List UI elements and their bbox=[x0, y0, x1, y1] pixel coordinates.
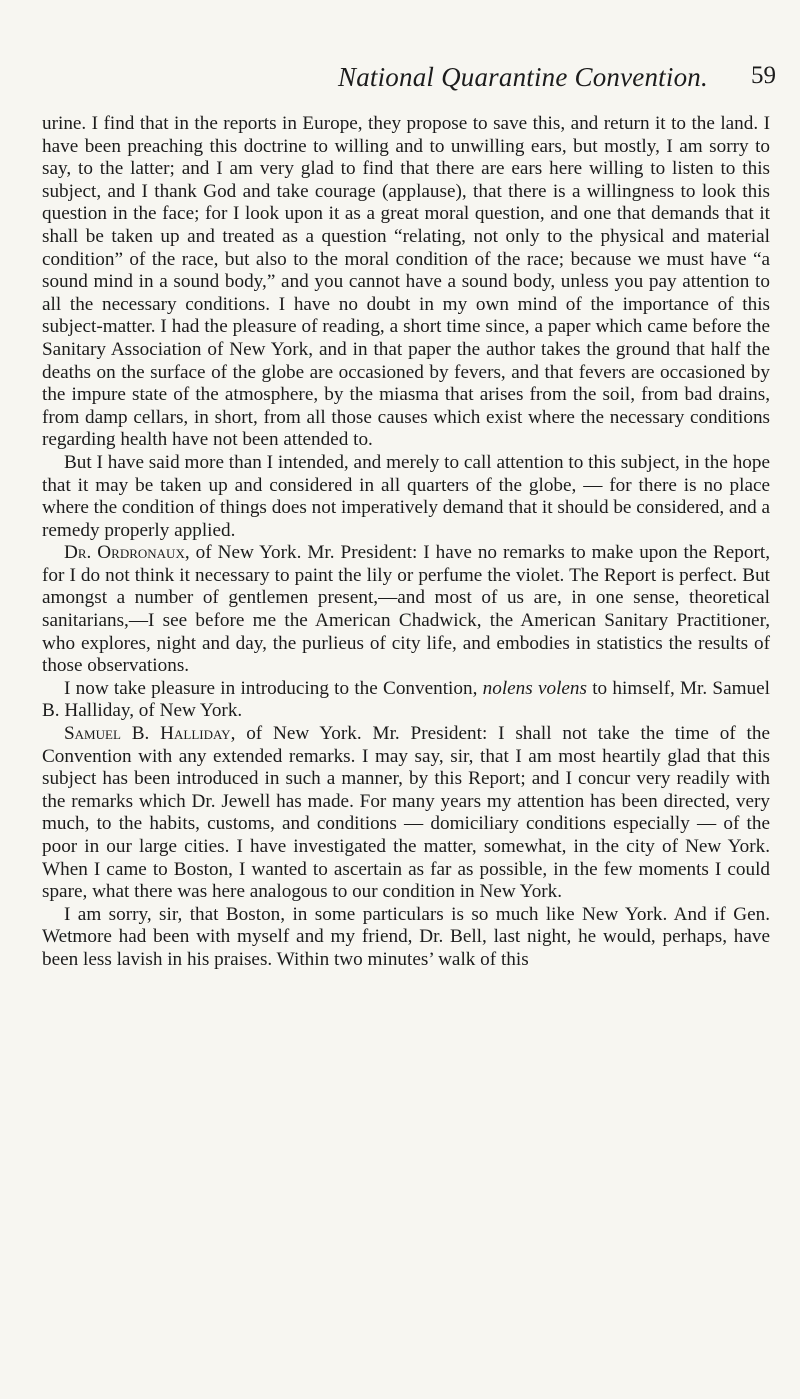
paragraph bbox=[42, 723, 770, 904]
paragraph-text: of New York. Mr. President: I have no remarks to make upon the Report, for I do not think it necessary to paint the lily or perfume the violet. The Report is perfect. But amongst a number of gentlemen present,—and most of us are, in one sense, theoretical sanitarians,—I see before me the American Chadwick, the American Sanitary Practitioner, who explores, night and day, the purlieus of city life, and embodies in statistics the results of those observations. bbox=[42, 542, 770, 677]
paragraph bbox=[42, 452, 770, 542]
latin-phrase: nolens volens bbox=[482, 677, 587, 699]
paragraph-text: to himself, Mr. Samuel B. Halliday, of New York. bbox=[42, 677, 770, 722]
paragraph-text: urine. I find that in the reports in Europe, they propose to save this, and return it to the land. I have been preaching this doctrine to willing and to unwilling ears, but mostly, I am sorry to say, to the latter; and I am very glad to find that there are ears here willing to listen to this subject, and I thank God and take courage (applause), that there is a willingness to look this question in the face; for I look upon it as a great moral question, and one that demands that it shall be taken up and treated as a question “relating, not only to the physical and material condition” of the race, but also to the moral condition of the race; because we must have “a sound mind in a sound body,” and you cannot have a sound body, unless you pay attention to all the necessary conditions. I have no doubt in my own mind of the importance of this subject-matter. I had the pleasure of reading, a short time since, a paper which came before the Sanitary Association of New York, and in that paper the author takes the ground that half the deaths on the surface of the globe are occasioned by fevers, and that fevers are occasioned by the impure state of the atmosphere, by the miasma that arises from the soil, from bad drains, from damp cellars, in short, from all those causes which exist where the necessary conditions regarding health have not been attended to. bbox=[42, 113, 770, 451]
running-title: National Quarantine Convention. bbox=[338, 62, 708, 92]
paragraph-text: I am sorry, sir, that Boston, in some particulars is so much like New York. And if Gen. Wetmore had been with myself and my friend, Dr. Bell, last night, he would, perhaps, have been less lavish in his praises. Within two minutes’ walk of this bbox=[42, 903, 770, 970]
paragraph bbox=[42, 904, 770, 972]
paragraph bbox=[42, 542, 770, 678]
page-header bbox=[0, 62, 800, 96]
paragraph-text: I now take pleasure in introducing to the Convention, bbox=[64, 677, 483, 699]
body-text bbox=[42, 113, 770, 972]
speaker-name: Dr. Ordronaux, bbox=[64, 542, 190, 564]
speaker-name: Samuel B. Halliday, bbox=[64, 723, 236, 745]
paragraph-text: of New York. Mr. President: I shall not take the time of the Convention with any extended remarks. I may say, sir, that I am most heartily glad that this subject has been introduced in such a manner, by this Report; and I concur very readily with the remarks which Dr. Jewell has made. For many years my attention has been directed, very much, to the habits, customs, and conditions — domiciliary conditions especially — of the poor in our large cities. I have investigated the matter, somewhat, in the city of New York. When I came to Boston, I wanted to ascertain as far as possible, in the few moments I could spare, what there was here analogous to our condition in New York. bbox=[42, 723, 770, 903]
paragraph bbox=[42, 113, 770, 452]
paragraph-text: But I have said more than I intended, and merely to call attention to this subject, in the hope that it may be taken up and considered in all quarters of the globe, — for there is no place where the condition of things does not imperatively demand that it should be considered, and a remedy properly applied. bbox=[42, 451, 770, 541]
paragraph bbox=[42, 678, 770, 723]
page-number: 59 bbox=[751, 62, 776, 89]
